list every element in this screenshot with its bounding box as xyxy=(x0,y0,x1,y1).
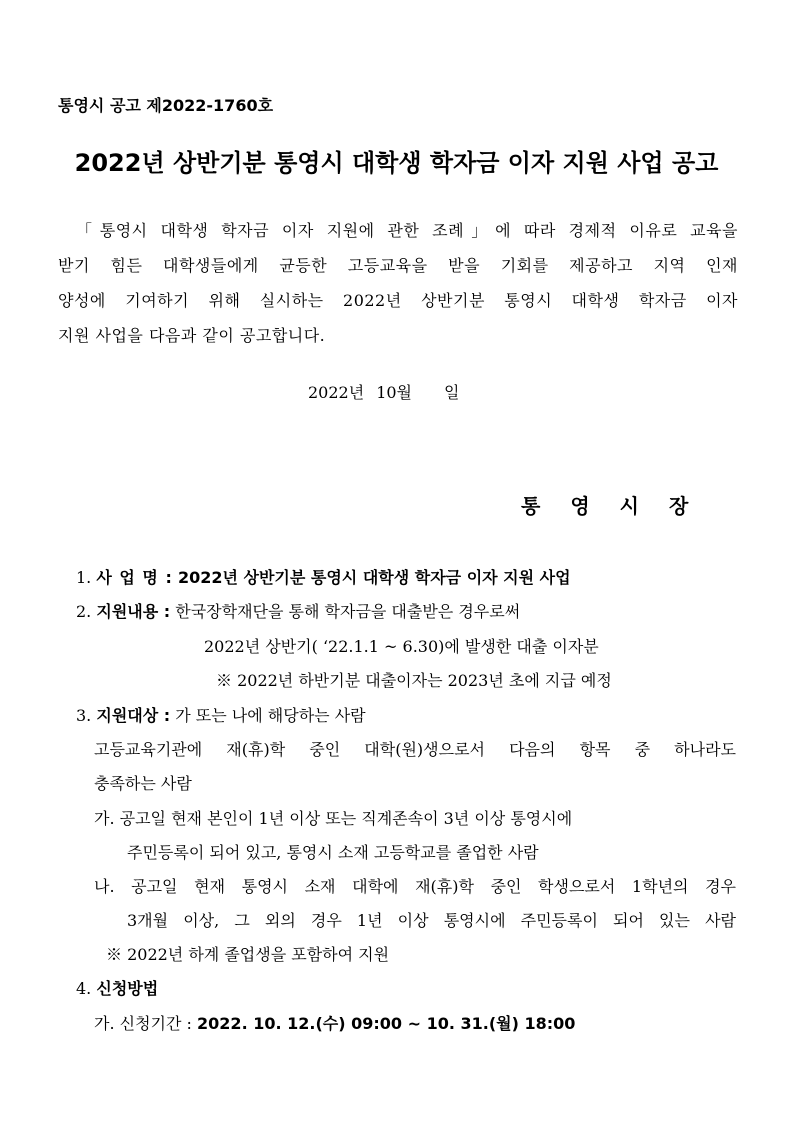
section-4 xyxy=(76,976,158,999)
section-4-number: 4. xyxy=(76,979,92,998)
section-2-number: 2. xyxy=(76,602,92,621)
section-1-label: 사 업 명 : xyxy=(96,568,173,587)
section-3-item-na-1: 나. 공고일 현재 통영시 소재 대학에 재(휴)학 중인 학생으로서 1학년의 경우 xyxy=(94,877,736,896)
intro-line-4: 지원 사업을 다음과 같이 공고합니다. xyxy=(58,326,326,345)
section-3-desc-2: 충족하는 사람 xyxy=(94,774,192,793)
section-4-item-ga-label: 가. 신청기간 : xyxy=(94,1014,192,1033)
section-3-item-ga-2: 주민등록이 되어 있고, 통영시 소재 고등학교를 졸업한 사람 xyxy=(127,843,539,862)
section-2-label: 지원내용 : xyxy=(96,602,171,621)
section-1-number: 1. xyxy=(76,568,92,587)
section-3-label: 지원대상 : xyxy=(96,706,171,725)
section-3-desc-1: 고등교육기관에 재(휴)학 중인 대학(원)생으로서 다음의 항목 중 하나라도 xyxy=(94,740,736,759)
section-2 xyxy=(76,599,520,622)
section-3-number: 3. xyxy=(76,706,92,725)
section-3-note: ※ 2022년 하계 졸업생을 포함하여 지원 xyxy=(106,945,390,964)
section-4-item-ga xyxy=(94,1011,575,1034)
document-title: 2022년 상반기분 통영시 대학생 학자금 이자 지원 사업 공고 xyxy=(74,149,719,177)
section-1 xyxy=(76,565,571,588)
date-month: 10월 xyxy=(376,383,413,402)
notice-number: 통영시 공고 제2022-1760호 xyxy=(58,96,274,115)
issuer-name: 통영시장 xyxy=(521,494,719,518)
section-3 xyxy=(76,703,366,726)
section-3-item-na-2: 3개월 이상, 그 외의 경우 1년 이상 통영시에 주민등록이 되어 있는 사람 xyxy=(127,911,736,930)
section-2-line-1: 한국장학재단을 통해 학자금을 대출받은 경우로써 xyxy=(175,602,521,621)
intro-line-2: 받기 힘든 대학생들에게 균등한 고등교육을 받을 기회를 제공하고 지역 인재 xyxy=(58,256,738,275)
section-2-note: ※ 2022년 하반기분 대출이자는 2023년 초에 지급 예정 xyxy=(216,671,612,690)
section-4-label: 신청방법 xyxy=(96,979,159,998)
section-3-value: 가 또는 나에 해당하는 사람 xyxy=(175,706,366,725)
section-2-line-2: 2022년 상반기( ‘22.1.1 ~ 6.30)에 발생한 대출 이자분 xyxy=(204,637,599,656)
intro-line-3: 양성에 기여하기 위해 실시하는 2022년 상반기분 통영시 대학생 학자금 이자 xyxy=(58,291,738,310)
notice-date xyxy=(308,380,459,403)
application-period: 2022. 10. 12.(수) 09:00 ~ 10. 31.(월) 18:00 xyxy=(197,1014,576,1033)
date-year: 2022년 xyxy=(308,383,365,402)
section-3-item-ga-1: 가. 공고일 현재 본인이 1년 이상 또는 직계존속이 3년 이상 통영시에 xyxy=(94,809,573,828)
date-day: 일 xyxy=(444,383,460,402)
section-1-value: 2022년 상반기분 통영시 대학생 학자금 이자 지원 사업 xyxy=(177,568,571,587)
intro-line-1: 「통영시 대학생 학자금 이자 지원에 관한 조례」에 따라 경제적 이유로 교육을 xyxy=(76,221,738,240)
